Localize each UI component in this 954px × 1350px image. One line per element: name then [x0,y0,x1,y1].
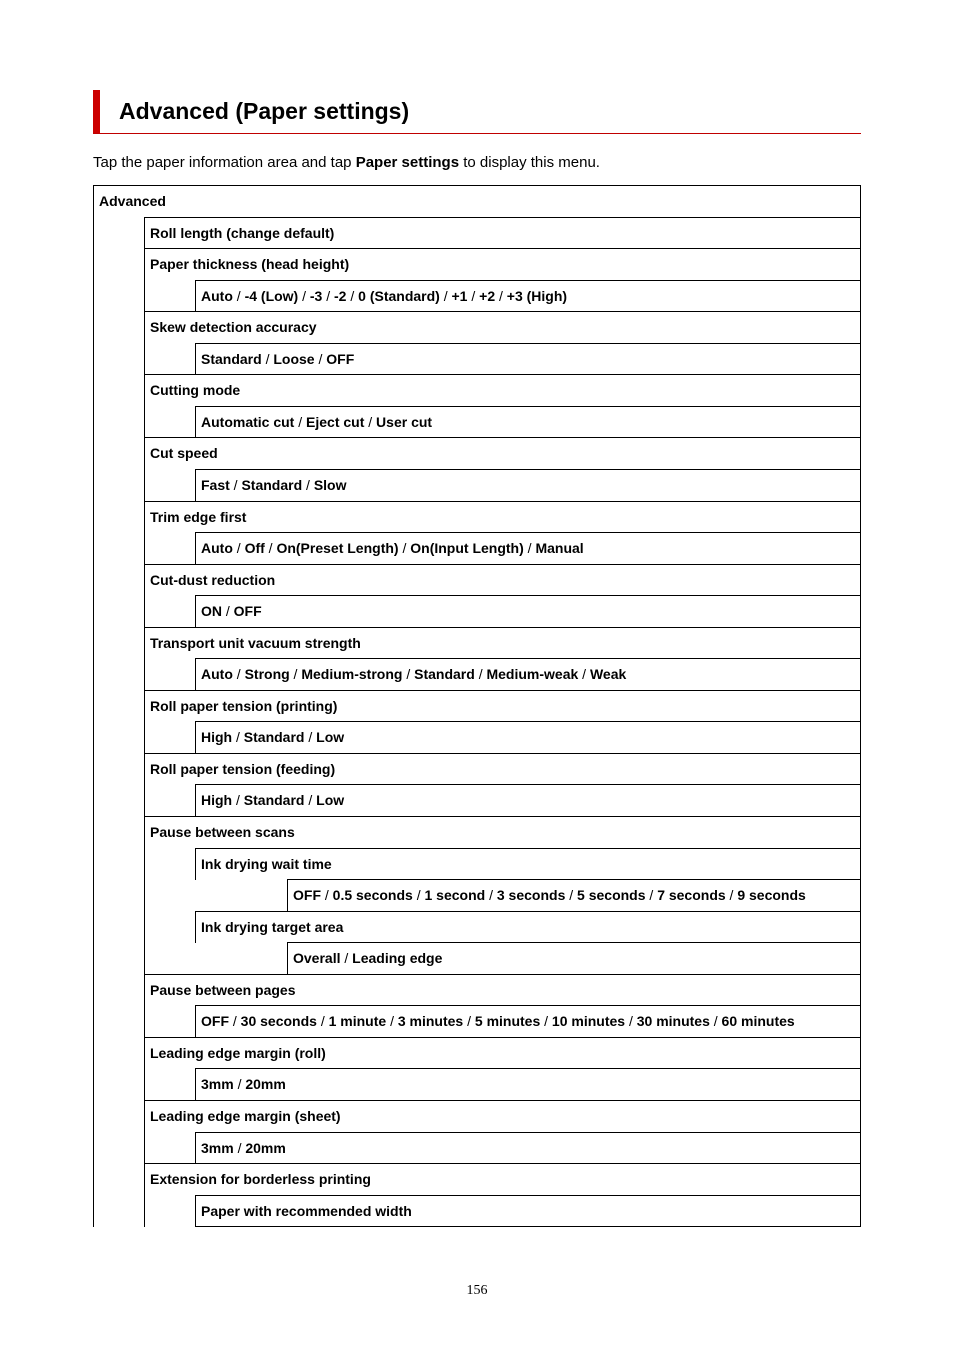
table-row-setting [144,564,861,596]
options-list [293,943,442,974]
heading-accent-bar [93,90,100,133]
option-value: Manual [535,540,584,556]
option-separator: / [261,351,274,367]
table-row-options [195,595,861,627]
option-separator: / [232,288,245,304]
option-value: High [201,792,233,808]
options-list [201,344,354,375]
options-list [201,1133,286,1164]
table-cell-label: Paper with recommended width [201,1203,412,1219]
option-separator: / [321,887,333,903]
option-value: Strong [244,666,290,682]
table-row-setting [144,1037,861,1069]
option-separator: / [233,1076,246,1092]
option-separator: / [645,887,658,903]
table-row-root [93,185,861,217]
option-separator: / [463,1013,475,1029]
table-row-options [195,658,861,690]
table-row-setting [195,1195,861,1227]
table-row-setting [144,974,861,1006]
option-value: Loose [273,351,315,367]
option-value: +3 (High) [506,288,568,304]
option-separator: / [314,351,327,367]
table-row-setting [144,1100,861,1132]
table-row-setting [144,627,861,659]
option-value: Automatic cut [201,414,295,430]
option-value: 1 second [424,887,486,903]
table-row-setting [144,437,861,469]
option-value: On(Preset Length) [276,540,399,556]
option-value: Overall [293,950,341,966]
table-row-options [195,469,861,501]
table-cell-label: Roll length (change default) [150,225,335,241]
option-value: 7 seconds [657,887,726,903]
table-left-border [93,185,94,1227]
table-row-options [195,784,861,816]
options-list [201,407,432,438]
option-value: Slow [313,477,347,493]
option-separator: / [232,729,244,745]
table-row-setting [195,848,861,880]
option-separator: / [346,288,359,304]
option-separator: / [412,887,425,903]
options-list [201,1069,286,1100]
option-separator: / [625,1013,637,1029]
option-separator: / [316,1013,329,1029]
option-value: Auto [201,288,233,304]
option-value: Standard [241,477,303,493]
option-value: User cut [376,414,433,430]
option-value: On(Input Length) [410,540,524,556]
table-row-options [195,343,861,375]
table-cell-label: Pause between pages [150,982,296,998]
option-separator: / [578,666,590,682]
table-row-options [287,942,861,974]
table-row-options [195,1005,861,1037]
option-value: Low [316,729,345,745]
table-row-options [287,879,861,911]
option-separator: / [565,887,578,903]
option-value: 60 minutes [721,1013,795,1029]
option-separator: / [474,666,487,682]
option-separator: / [540,1013,552,1029]
table-cell-label: Ink drying wait time [201,856,332,872]
options-list [201,596,262,627]
option-separator: / [322,288,335,304]
option-value: -4 (Low) [244,288,299,304]
table-row-options [195,406,861,438]
option-separator: / [402,666,415,682]
table-cell-label: Paper thickness (head height) [150,256,350,272]
option-value: OFF [293,887,321,903]
option-separator: / [229,1013,241,1029]
table-row-setting [144,753,861,785]
table-row-setting [144,311,861,343]
option-separator: / [232,666,245,682]
option-value: High [201,729,233,745]
options-list [201,1006,795,1037]
table-bottom-border [195,1226,861,1227]
option-value: Leading edge [352,950,443,966]
option-value: 10 minutes [551,1013,626,1029]
intro-paragraph [93,154,600,171]
option-value: 5 seconds [577,887,646,903]
option-value: -3 [309,288,323,304]
table-cell-label: Leading edge margin (roll) [150,1045,326,1061]
table-cell-label: Leading edge margin (sheet) [150,1108,341,1124]
table-cell-label: Transport unit vacuum strength [150,635,361,651]
table-row-setting [144,501,861,533]
option-separator: / [304,729,317,745]
page-number: 156 [466,1283,488,1298]
options-list [201,722,344,753]
option-value: Off [244,540,265,556]
option-separator: / [709,1013,722,1029]
table-cell-label: Ink drying target area [201,919,344,935]
table-row-setting [144,217,861,249]
option-value: Standard [201,351,262,367]
option-value: 0.5 seconds [332,887,413,903]
table-row-setting [144,816,861,848]
options-list [201,785,344,816]
option-separator: / [467,288,480,304]
option-value: Standard [243,729,305,745]
table-row-options [195,721,861,753]
table-cell-label: Cutting mode [150,382,241,398]
option-value: OFF [201,1013,229,1029]
option-separator: / [294,414,307,430]
option-value: Auto [201,666,233,682]
option-value: 3mm [201,1076,234,1092]
option-value: Medium-weak [486,666,579,682]
option-separator: / [725,887,738,903]
option-separator: / [386,1013,398,1029]
option-separator: / [232,540,245,556]
option-separator: / [264,540,277,556]
table-row-setting [144,374,861,406]
option-value: +2 [479,288,496,304]
option-separator: / [222,603,234,619]
table-row-setting [144,690,861,722]
option-value: Standard [243,792,305,808]
option-separator: / [233,1140,246,1156]
option-value: Auto [201,540,233,556]
options-list [201,533,584,564]
table-cell-label: Trim edge first [150,509,247,525]
option-separator: / [398,540,411,556]
intro-text-before: Tap the paper information area and tap [93,154,356,171]
table-row-setting [144,248,861,280]
option-separator: / [523,540,536,556]
option-value: -2 [334,288,347,304]
intro-text-bold: Paper settings [355,154,460,171]
option-separator: / [495,288,507,304]
option-value: ON [201,603,222,619]
table-cell-label: Cut-dust reduction [150,572,276,588]
option-separator: / [304,792,317,808]
option-value: +1 [451,288,468,304]
option-value: 30 seconds [240,1013,317,1029]
option-separator: / [364,414,377,430]
option-separator: / [302,477,314,493]
intro-text-after: to display this menu. [459,154,600,171]
table-cell-label: Pause between scans [150,824,295,840]
option-separator: / [439,288,452,304]
option-value: Medium-strong [301,666,403,682]
option-value: Weak [589,666,627,682]
option-value: 20mm [245,1140,286,1156]
option-value: Standard [414,666,475,682]
option-separator: / [229,477,242,493]
option-value: OFF [233,603,262,619]
table-cell-label: Roll paper tension (printing) [150,698,338,714]
option-value: OFF [326,351,355,367]
table-cell-label: Roll paper tension (feeding) [150,761,336,777]
table-row-setting [144,1163,861,1195]
section-heading [93,90,861,134]
table-row-options [195,532,861,564]
options-list [201,659,626,690]
option-separator: / [232,792,244,808]
table-cell-label: Skew detection accuracy [150,319,317,335]
option-value: 30 minutes [636,1013,710,1029]
option-value: 9 seconds [737,887,806,903]
table-row-options [195,280,861,312]
table-row-options [195,1068,861,1100]
table-row-setting [195,911,861,943]
option-separator: / [485,887,497,903]
options-list [293,880,806,911]
option-separator: / [298,288,310,304]
table-left-border [144,217,145,1227]
option-separator: / [289,666,302,682]
table-cell-label: Advanced [99,193,166,209]
option-value: 3 minutes [397,1013,464,1029]
option-value: Low [316,792,345,808]
table-cell-label: Cut speed [150,445,218,461]
option-value: 5 minutes [474,1013,541,1029]
options-list [201,281,567,312]
page-title: Advanced (Paper settings) [119,98,410,124]
option-value: 0 (Standard) [358,288,440,304]
option-value: Eject cut [306,414,365,430]
option-value: 1 minute [328,1013,387,1029]
option-value: 3 seconds [496,887,566,903]
option-value: 3mm [201,1140,234,1156]
option-separator: / [340,950,353,966]
table-row-options [195,1132,861,1164]
option-value: Fast [201,477,230,493]
options-list [201,470,347,501]
table-cell-label: Extension for borderless printing [150,1171,371,1187]
option-value: 20mm [245,1076,286,1092]
